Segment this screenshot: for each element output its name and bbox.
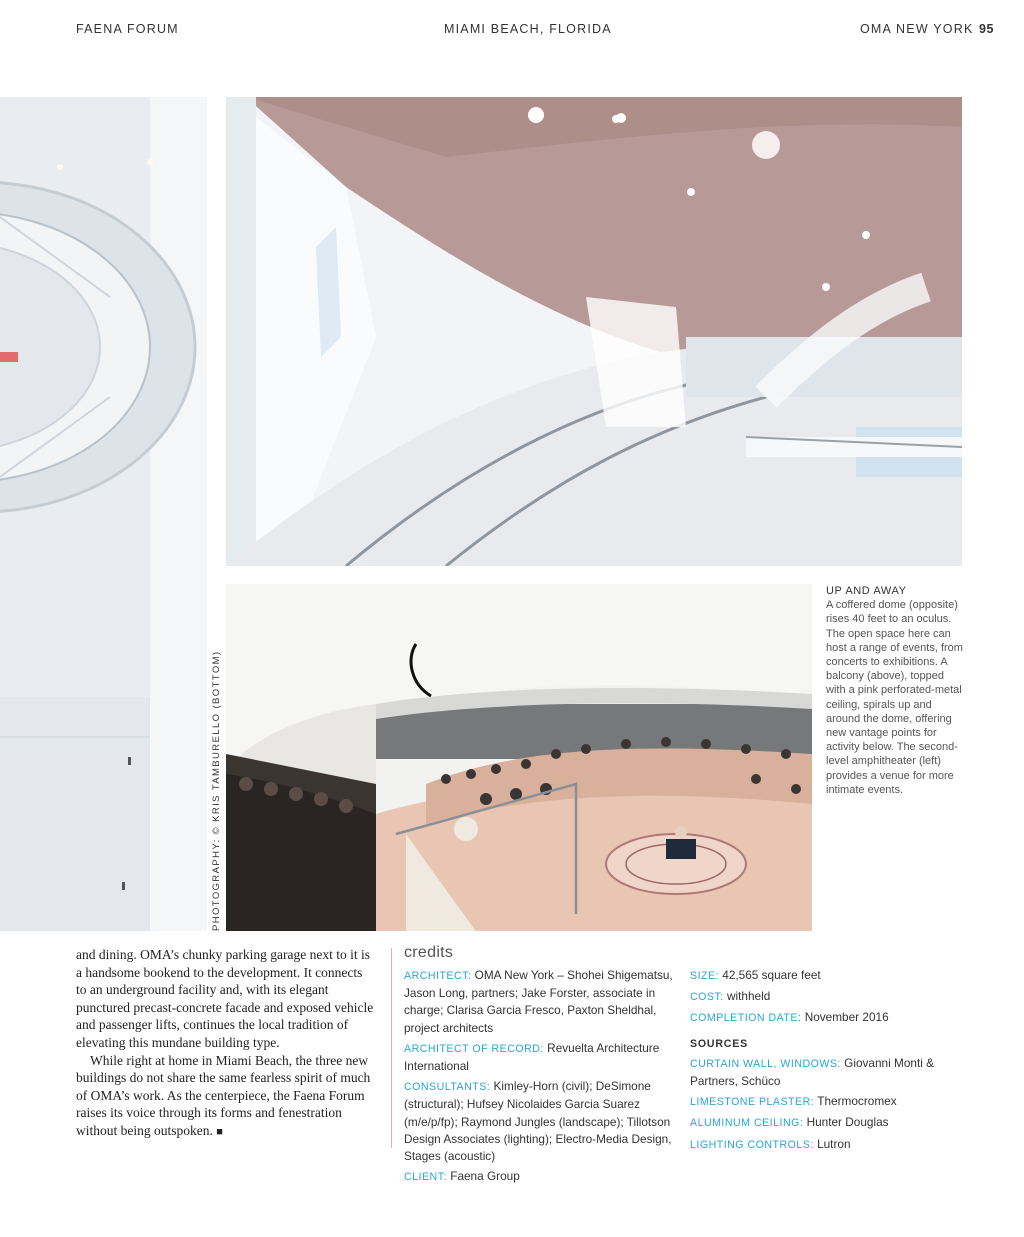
credit-label: CLIENT: [404,1171,447,1184]
amphitheater-photo [226,584,812,931]
caption-text: A coffered dome (opposite) rises 40 feet to an oculus. The open space here can host a range of events, from concerts to exhibitions. A balcony (above), topped with a pink perforated-metal ceiling, spirals up and around the dome, offering new vantage points for activity below. The second-level amphitheater (left) provides a venue for more intimate events. [826,599,963,796]
credit-value: Lutron [817,1136,851,1151]
photo-caption [826,584,966,797]
credit-label: ALUMINUM CEILING: [690,1117,804,1130]
credit-value: Faena Group [450,1169,520,1184]
firm-title: OMA NEW YORK [860,22,974,36]
credit-label: LIMESTONE PLASTER: [690,1096,815,1109]
credit-value: Kimley-Horn (civil); DeSimone (structural); Hufsey Nicolaides Garcia Suarez (m/e/p/fp); Raymond Jungles (landscape); Tillotson Design Associates (lighting); Electro-Media Design, Stages (acoustic) [404,1079,672,1164]
location-title: MIAMI BEACH, FLORIDA [444,22,612,36]
credit-label: CONSULTANTS: [404,1081,491,1094]
source-limestone-plaster [690,1093,940,1111]
credit-label: SIZE: [690,970,719,982]
credit-value: OMA New York – Shohei Shigematsu, Jason Long, partners; Jake Forster, associate in charge; Clarisa Garcia Fresco, Paxton Sheldhal, project architects [404,968,673,1035]
credit-label: LIGHTING CONTROLS: [690,1138,814,1151]
credit-label: ARCHITECT OF RECORD: [404,1042,544,1055]
credit-architect-of-record [404,1040,680,1075]
balcony-photo [226,97,962,566]
credit-client [404,1168,680,1186]
page-number: 95 [979,22,994,36]
source-aluminum-ceiling [690,1114,940,1132]
credit-value: Giovanni Monti & Partners, Schüco [690,1055,935,1089]
credit-label: COMPLETION DATE: [690,1012,802,1025]
caption-title: UP AND AWAY [826,585,907,597]
credits-heading: credits [404,944,454,961]
sources-heading: SOURCES [690,1037,748,1050]
credit-consultants [404,1078,680,1165]
credit-value: November 2016 [804,1010,889,1025]
body-paragraph-1: and dining. OMA’s chunky parking garage next to it is a handsome bookend to the development. It connects to an underground facility and, with its elegant punctured precast-concrete facade and exposed vehicle and passenger lifts, continues the local tradition of elevating this mundane building type. [76,947,374,1050]
article-body [76,946,376,1142]
credits-column-1 [404,967,680,1189]
end-mark-icon: ■ [216,1125,223,1138]
credit-value: Revuelta Architecture International [404,1040,660,1074]
credit-label: CURTAIN WALL, WINDOWS: [690,1057,841,1070]
credit-value: Hunter Douglas [806,1115,889,1130]
credits-column-2 [690,967,940,1157]
photo-credit: PHOTOGRAPHY: © KRIS TAMBURELLO (BOTTOM) [211,650,222,931]
dome-photo [0,97,207,931]
credit-value: withheld [726,989,771,1004]
source-curtain-wall [690,1055,940,1090]
credit-label: COST: [690,991,724,1004]
body-paragraph-2 [76,1052,376,1142]
body-paragraph-2-text: While right at home in Miami Beach, the three new buildings do not share the same fearless spirit of much of OMA’s work. As the centerpiece, the Faena Forum raises its voice through its forms and fenestration without being outspoken. [76,1052,371,1138]
credit-cost [690,988,940,1006]
source-lighting-controls [690,1136,940,1154]
credit-completion-date [690,1009,940,1027]
credit-value: Thermocromex [817,1094,897,1109]
credit-architect [404,967,680,1037]
credit-value: 42,565 square feet [722,968,821,982]
credit-label: ARCHITECT: [404,970,472,982]
divider-rule [391,948,392,1148]
credit-size [690,967,940,985]
section-title: FAENA FORUM [76,22,179,36]
